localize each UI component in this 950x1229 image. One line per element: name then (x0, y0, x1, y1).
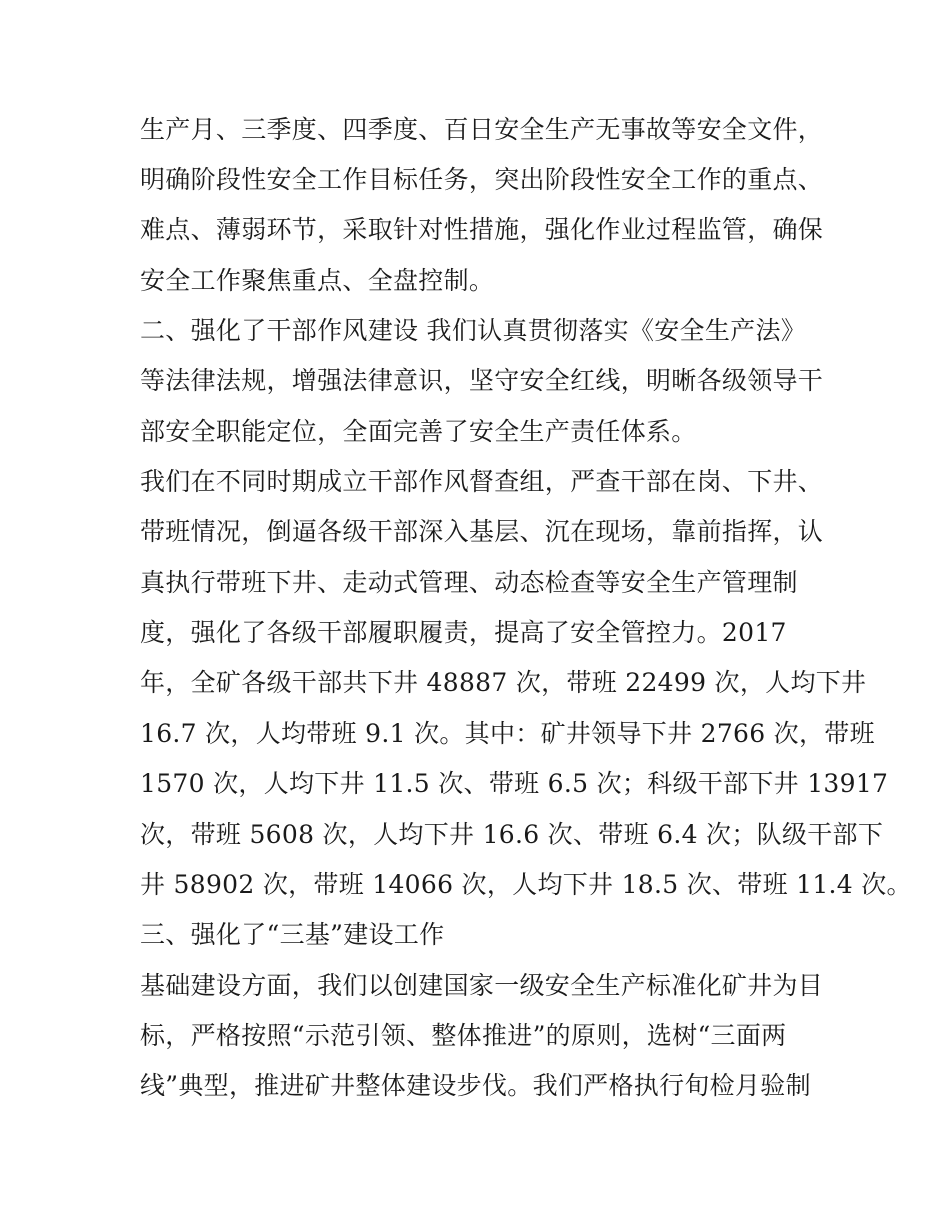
text-line: 生产月、三季度、四季度、百日安全生产无事故等安全文件， (140, 115, 824, 144)
text-line: 年，全矿各级干部共下井 48887 次，带班 22499 次，人均下井 (140, 668, 867, 697)
text-line: 难点、薄弱环节，采取针对性措施，强化作业过程监管，确保 (140, 215, 824, 244)
text-line: 线”典型，推进矿井整体建设步伐。我们严格执行旬检月验制 (140, 1071, 811, 1100)
text-line: 明确阶段性安全工作目标任务，突出阶段性安全工作的重点、 (140, 165, 824, 194)
text-line: 16.7 次，人均带班 9.1 次。其中：矿井领导下井 2766 次，带班 (140, 719, 875, 748)
text-line: 度，强化了各级干部履职履责，提高了安全管控力。2017 (140, 618, 787, 647)
text-line: 带班情况，倒逼各级干部深入基层、沉在现场，靠前指挥，认 (140, 517, 824, 546)
text-line: 基础建设方面，我们以创建国家一级安全生产标准化矿井为目 (140, 971, 824, 1000)
text-line: 我们在不同时期成立干部作风督查组，严查干部在岗、下井、 (140, 467, 824, 496)
text-line: 等法律法规，增强法律意识，坚守安全红线，明晰各级领导干 (140, 366, 824, 395)
text-line: 真执行带班下井、走动式管理、动态检查等安全生产管理制 (140, 568, 798, 597)
section-heading: 三、强化了“三基”建设工作 (140, 920, 445, 949)
text-line: 部安全职能定位，全面完善了安全生产责任体系。 (140, 417, 697, 446)
text-line: 次，带班 5608 次，人均下井 16.6 次、带班 6.4 次；队级干部下 (140, 820, 884, 849)
text-line: 1570 次，人均下井 11.5 次、带班 6.5 次；科级干部下井 13917 (140, 769, 889, 798)
text-line: 井 58902 次，带班 14066 次，人均下井 18.5 次、带班 11.4 次。 (140, 870, 912, 899)
text-line: 安全工作聚焦重点、全盘控制。 (140, 266, 495, 295)
text-line: 标，严格按照“示范引领、整体推进”的原则，选树“三面两 (140, 1021, 787, 1050)
section-heading: 二、强化了干部作风建设 我们认真贯彻落实《安全生产法》 (140, 316, 807, 345)
